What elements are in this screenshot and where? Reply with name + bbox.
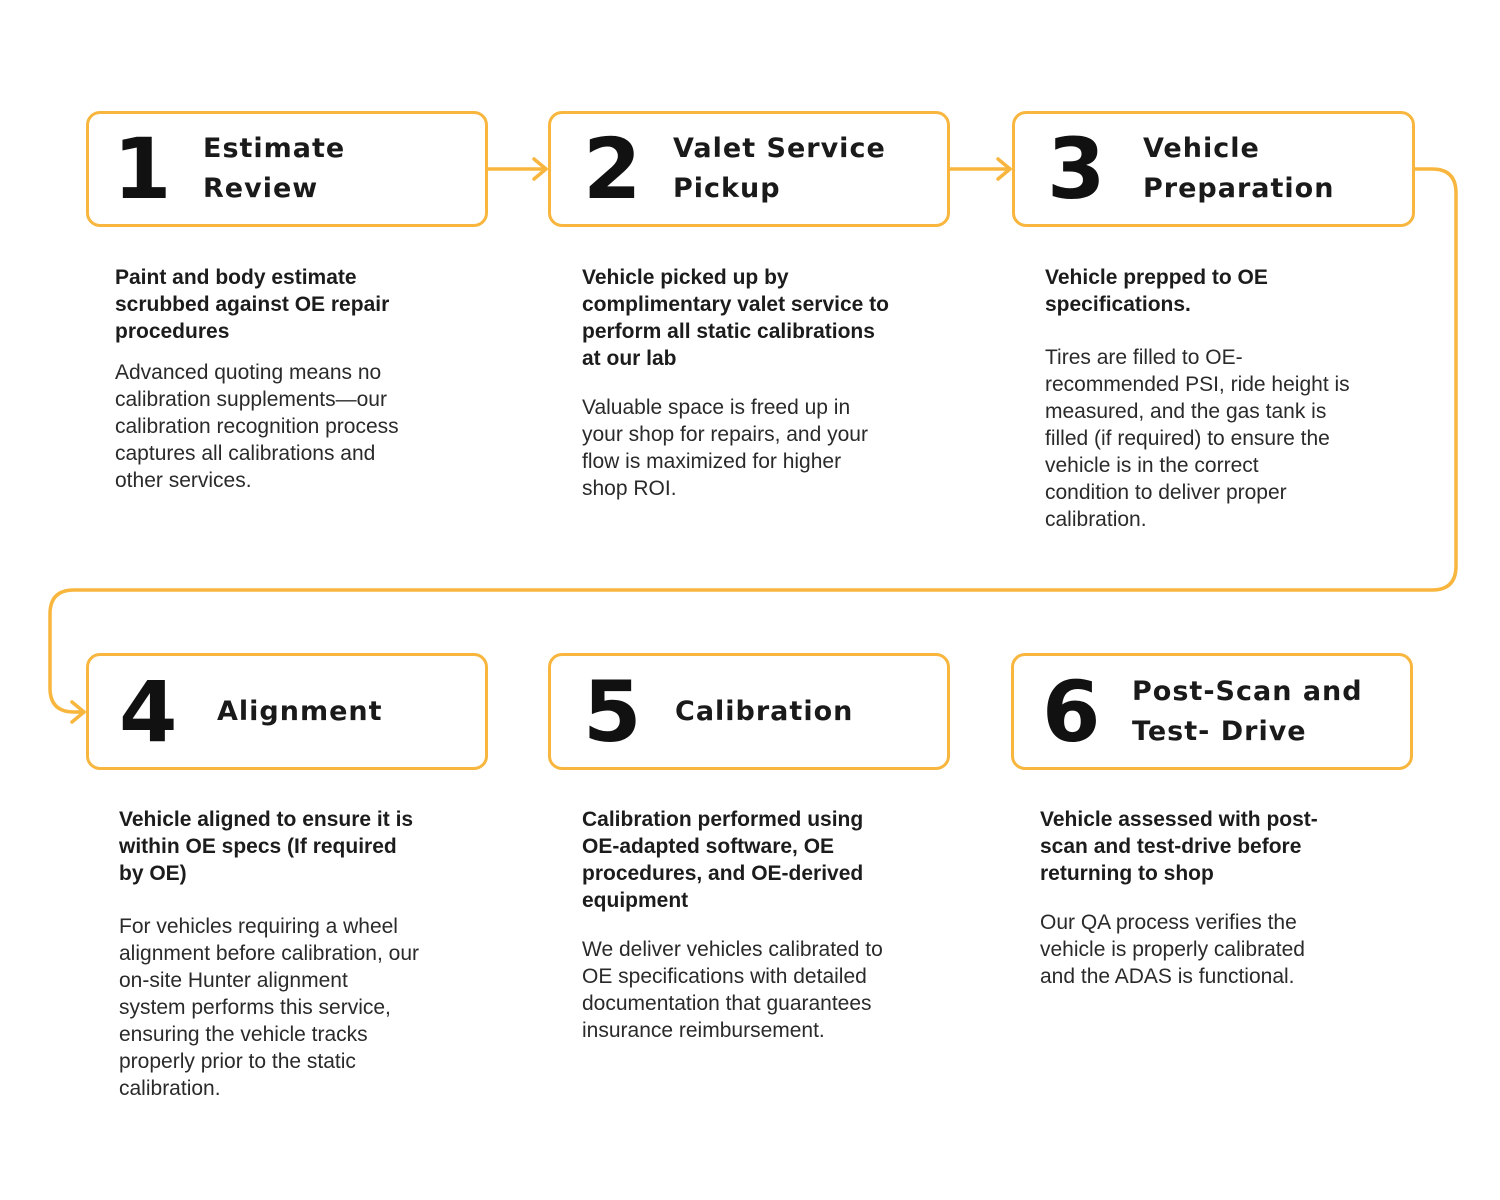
step-6-title: Post-Scan and Test- Drive [1132,675,1363,747]
step-5-summary: Calibration performed using OE-adapted software, OE procedures, and OE-derived equipment [582,808,864,912]
step-3-box [1012,111,1415,227]
step-2-description [582,264,927,502]
step-2-box [548,111,950,227]
step-2-number: 2 [583,120,640,218]
step-5-box [548,653,950,770]
step-2-title: Valet Service Pickup [673,133,886,204]
step-5-title: Calibration [675,695,854,727]
step-4-summary: Vehicle aligned to ensure it is within OE specs (If required by OE) [119,808,414,885]
step-1-number: 1 [113,120,170,218]
step-5-detail: We deliver vehicles calibrated to OE specifications with detailed documentation that guarantees insurance reimbursement. [582,938,883,1042]
step-6-number: 6 [1042,662,1099,761]
step-2-detail: Valuable space is freed up in your shop for repairs, and your flow is maximized for higher shop ROI. [582,396,868,500]
step-6-detail: Our QA process verifies the vehicle is properly calibrated and the ADAS is functional. [1040,911,1305,988]
step-6-box [1011,653,1413,770]
step-3-title: Vehicle Preparation [1143,133,1335,204]
step-4-detail: For vehicles requiring a wheel alignment before calibration, our on-site Hunter alignment system performs this service, ensuring the vehicle tracks properly prior to the static calibration. [119,915,420,1100]
step-6-description [1040,806,1380,990]
step-1-title: Estimate Review [203,133,346,204]
step-1-summary: Paint and body estimate scrubbed against OE repair procedures [115,266,390,343]
step-2-summary: Vehicle picked up by complimentary valet service to perform all static calibrations at our lab [582,266,889,370]
step-1-description [115,264,465,494]
step-3-description [1045,264,1405,533]
step-5-number: 5 [583,662,640,761]
step-1-detail: Advanced quoting means no calibration supplements—our calibration recognition process captures all calibrations and other services. [115,361,399,492]
step-3-summary: Vehicle prepped to OE specifications. [1045,266,1268,316]
step-6-summary: Vehicle assessed with post- scan and test-drive before returning to shop [1040,808,1318,885]
step-4-box [86,653,488,770]
step-4-number: 4 [119,662,176,761]
step-5-description [582,806,927,1044]
step-1-box [86,111,488,227]
step-4-description [119,806,474,1102]
step-3-number: 3 [1047,120,1104,218]
step-4-title: Alignment [217,695,383,727]
step-3-detail: Tires are filled to OE- recommended PSI, ride height is measured, and the gas tank is filled (if required) to ensure the vehicle is in the correct condition to deliver proper calibration. [1045,346,1350,531]
